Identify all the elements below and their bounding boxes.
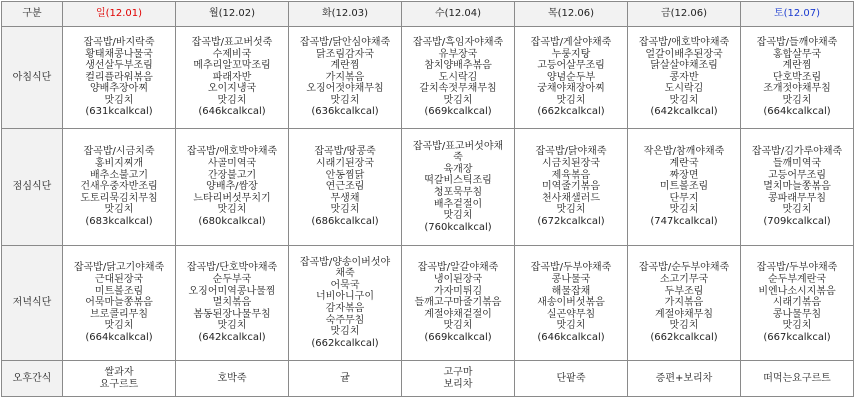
menu-item: (646kcalkcal) (198, 106, 266, 118)
menu-item: 보리차 (443, 378, 473, 390)
menu-item: 콩나물무침 (772, 308, 822, 320)
menu-item: 맛김치 (217, 204, 247, 216)
menu-item: 맛김치 (104, 320, 134, 332)
menu-item: 계란국 (669, 158, 699, 170)
menu-item: (667kcalkcal) (763, 331, 831, 343)
menu-item: 맛김치 (782, 204, 812, 216)
menu-cell (63, 246, 176, 361)
menu-item: 시금치된장국 (542, 158, 600, 170)
menu-item: (760kcalkcal) (424, 221, 492, 233)
menu-cell (176, 129, 289, 246)
menu-item: 어묵국 (330, 279, 360, 291)
menu-item: 맛김치 (104, 204, 134, 216)
menu-item: 맛김치 (669, 94, 699, 106)
menu-item: 오징어젓야채무침 (306, 83, 384, 95)
menu-item: 잡곡밥/닭야채죽 (535, 146, 607, 158)
corner-header: 구분 (2, 2, 63, 27)
day-header-sun: 일(12.01) (63, 2, 176, 27)
menu-item: 무생채 (330, 192, 360, 204)
menu-item: 얼갈이배추된장국 (645, 48, 723, 60)
menu-cell (628, 361, 741, 397)
menu-item: 가지볶음 (325, 71, 365, 83)
menu-item: 황태채콩나물국 (85, 48, 153, 60)
menu-item: 해물잡채 (551, 285, 591, 297)
menu-item: (683kcalkcal) (85, 215, 153, 227)
menu-cell (63, 27, 176, 129)
menu-cell (741, 27, 854, 129)
menu-item: 미트볼조림 (659, 181, 709, 193)
menu-item: 소고기무국 (659, 274, 709, 286)
menu-cell (515, 27, 628, 129)
menu-cell (515, 361, 628, 397)
menu-item: 맛김치 (330, 204, 360, 216)
menu-item: 들깨고구마줄기볶음 (414, 297, 502, 309)
menu-item: 잡곡밥/두부야채죽 (756, 262, 838, 274)
meal-label-breakfast: 아침식단 (2, 27, 63, 129)
menu-item: 브로콜리무침 (90, 308, 148, 320)
menu-item: 콩나물국 (551, 274, 591, 286)
menu-item: 조개젓야채무침 (763, 83, 831, 95)
menu-item: 잡곡밥/땅콩죽 (314, 146, 376, 158)
menu-item: 짜장면 (669, 169, 699, 181)
menu-item: 새송이버섯볶음 (537, 297, 605, 309)
menu-item: 멸치볶음 (212, 297, 252, 309)
day-header-thu: 목(12.06) (515, 2, 628, 27)
menu-item: (664kcalkcal) (85, 331, 153, 343)
menu-item: 양배추장아찌 (90, 83, 148, 95)
day-header-mon: 월(12.02) (176, 2, 289, 27)
menu-item: (747kcalkcal) (650, 215, 718, 227)
menu-item: 잡곡밥/표고버섯죽 (191, 36, 273, 48)
menu-item: 참치양배추볶음 (424, 60, 492, 72)
menu-item: 수제비국 (212, 48, 252, 60)
meal-row-dinner (2, 246, 854, 361)
menu-cell (741, 361, 854, 397)
menu-item: 맛김치 (217, 320, 247, 332)
menu-item: 잡곡밥/바지락죽 (83, 36, 155, 48)
menu-item: 사골미역국 (207, 158, 257, 170)
menu-item: 생선살두부조림 (85, 60, 153, 72)
menu-item: 죽 (453, 152, 463, 164)
menu-item: 순두부계란국 (768, 274, 826, 286)
menu-item: 잡곡밥/단호박야채죽 (186, 262, 278, 274)
menu-item: 고등어무조림 (768, 169, 826, 181)
menu-item: 증편+보리차 (655, 372, 713, 384)
menu-cell (176, 246, 289, 361)
menu-item: 잡곡밥/애호박야채죽 (186, 146, 278, 158)
menu-item: 맛김치 (669, 204, 699, 216)
menu-item: (664kcalkcal) (763, 106, 831, 118)
menu-item: 호박죽 (217, 372, 247, 384)
menu-item: 도토리묵김치무침 (80, 192, 158, 204)
menu-cell (289, 246, 402, 361)
menu-item: 메추리알꼬막조림 (193, 60, 271, 72)
menu-item: 고등어살무조림 (537, 60, 605, 72)
menu-item: 두부조림 (664, 285, 704, 297)
meal-label-dinner: 저녁식단 (2, 246, 63, 361)
menu-item: 궁채야채장아찌 (537, 83, 605, 95)
menu-cell (63, 129, 176, 246)
menu-item: 잡곡밥/닭고기야채죽 (73, 262, 165, 274)
menu-item: 잡곡밥/게살야채죽 (530, 36, 612, 48)
menu-item: 쌀과자 (104, 366, 134, 378)
menu-item: (669kcalkcal) (424, 331, 492, 343)
menu-item: 가지볶음 (664, 297, 704, 309)
menu-item: 가자미튀김 (433, 285, 483, 297)
menu-item: 파래자반 (212, 71, 252, 83)
menu-item: 계란찜 (330, 60, 360, 72)
menu-item: 들깨미역국 (772, 158, 822, 170)
menu-cell (628, 129, 741, 246)
menu-item: 잡곡밥/김가루야채죽 (751, 146, 843, 158)
menu-item: 단팥죽 (556, 372, 586, 384)
menu-item: (686kcalkcal) (311, 215, 379, 227)
menu-item: 청포묵무침 (433, 187, 483, 198)
menu-item: 배추소불고기 (90, 169, 148, 181)
menu-item: 작은밥/참깨야채죽 (643, 146, 725, 158)
meal-row-snack (2, 361, 854, 397)
menu-cell (63, 361, 176, 397)
menu-cell (402, 129, 515, 246)
menu-item: 맛김치 (443, 320, 473, 332)
menu-item: 봄동된장나물무침 (193, 308, 271, 320)
menu-item: 유부장국 (438, 48, 478, 60)
day-header-sat: 토(12.07) (741, 2, 854, 27)
menu-item: 잡곡밥/닭안심야채죽 (299, 36, 391, 48)
menu-item: 채죽 (335, 268, 355, 280)
menu-item: 연근조림 (325, 181, 365, 193)
menu-item: 컬리플라워볶음 (85, 71, 153, 83)
menu-item: 양념순두부 (546, 71, 596, 83)
menu-item: 순두부국 (212, 274, 252, 286)
menu-item: (662kcalkcal) (537, 106, 605, 118)
menu-item: 콩자반 (669, 71, 699, 83)
menu-cell (289, 129, 402, 246)
menu-item: 간장불고기 (207, 169, 257, 181)
menu-item: (642kcalkcal) (198, 331, 266, 343)
menu-item: (636kcalkcal) (311, 106, 379, 118)
menu-item: (662kcalkcal) (311, 337, 379, 349)
day-header-fri: 금(12.06) (628, 2, 741, 27)
menu-item: 잡곡밥/시금치죽 (83, 146, 155, 158)
meal-menu-table (1, 1, 854, 397)
menu-item: 안동찜닭 (325, 169, 365, 181)
meal-row-lunch (2, 129, 854, 246)
menu-item: 양배추/쌈장 (206, 181, 258, 193)
menu-item: 잡곡밥/두부야채죽 (530, 262, 612, 274)
menu-cell (741, 246, 854, 361)
menu-item: 미역줄기볶음 (542, 181, 600, 193)
menu-item: 단호박조림 (772, 71, 822, 83)
menu-cell (176, 361, 289, 397)
menu-item: 맛김치 (782, 320, 812, 332)
menu-cell (176, 27, 289, 129)
menu-item: 육개장 (443, 163, 473, 175)
menu-item: 맛김치 (556, 204, 586, 216)
menu-item: 홍합살무국 (772, 48, 822, 60)
menu-item: 실곤약무침 (546, 308, 596, 320)
menu-item: 냉이된장국 (433, 274, 483, 286)
menu-item: 느타리버섯무치기 (193, 192, 271, 204)
menu-item: (669kcalkcal) (424, 106, 492, 118)
menu-item: (642kcalkcal) (650, 106, 718, 118)
menu-item: 홍비지찌개 (94, 158, 144, 170)
menu-item: 어묵마늘쫑볶음 (85, 297, 153, 309)
menu-item: (709kcalkcal) (763, 215, 831, 227)
menu-item: 건새우중자반조림 (80, 181, 158, 193)
menu-item: 멸치마늘쫑볶음 (763, 181, 831, 193)
menu-item: 시래기볶음 (772, 297, 822, 309)
menu-item: (662kcalkcal) (650, 331, 718, 343)
menu-item: 닭살살야채조림 (650, 60, 718, 72)
menu-item: 잡곡밥/순두부야채죽 (638, 262, 730, 274)
menu-cell (402, 27, 515, 129)
menu-item: 제육볶음 (551, 169, 591, 181)
menu-item: 잡곡밥/애호박야채죽 (638, 36, 730, 48)
menu-cell (628, 27, 741, 129)
meal-label-snack: 오후간식 (2, 361, 63, 397)
menu-cell (402, 361, 515, 397)
menu-item: 누룽지탕 (551, 48, 591, 60)
day-header-wed: 수(12.04) (402, 2, 515, 27)
menu-item: 비엔나소시지볶음 (758, 285, 836, 297)
menu-item: 도시락김 (438, 71, 478, 83)
header-row (2, 2, 854, 27)
menu-item: 떡갈비스틱조림 (424, 175, 492, 187)
menu-item: 잡곡밥/흑임자야채죽 (412, 36, 504, 48)
menu-item: (631kcalkcal) (85, 106, 153, 118)
menu-item: 맛김치 (104, 94, 134, 106)
menu-cell (515, 129, 628, 246)
menu-item: 숙주무침 (325, 314, 365, 326)
menu-item: 잡곡밥/알갈야채죽 (417, 262, 499, 274)
menu-item: 맛김치 (556, 320, 586, 332)
menu-item: 고구마 (443, 366, 473, 378)
menu-item: 미트볼조림 (94, 285, 144, 297)
menu-item: 계란찜 (782, 60, 812, 72)
menu-cell (515, 246, 628, 361)
menu-item: 근대된장국 (94, 274, 144, 286)
menu-item: 계절야채겉절이 (424, 308, 492, 320)
menu-item: 갈치속젓무채무침 (419, 83, 497, 95)
menu-item: 맛김치 (443, 210, 473, 222)
menu-item: 닭조림감자국 (316, 48, 374, 60)
meal-row-breakfast (2, 27, 854, 129)
menu-item: 계절야채무침 (655, 308, 713, 320)
day-header-tue: 화(12.03) (289, 2, 402, 27)
menu-item: 요구르트 (99, 378, 139, 390)
menu-item: (672kcalkcal) (537, 215, 605, 227)
menu-item: 감자볶음 (325, 303, 365, 314)
menu-cell (289, 361, 402, 397)
menu-item: 시래기된장국 (316, 158, 374, 170)
menu-item: 단무지 (669, 192, 699, 204)
menu-item: 맛김치 (443, 94, 473, 106)
menu-cell (741, 129, 854, 246)
menu-item: 맛김치 (330, 94, 360, 106)
menu-item: 맛김치 (782, 94, 812, 106)
menu-item: 콩파래무무침 (768, 192, 826, 204)
menu-item: 너비아니구이 (316, 291, 374, 303)
menu-cell (289, 27, 402, 129)
menu-item: (646kcalkcal) (537, 331, 605, 343)
menu-item: (680kcalkcal) (198, 215, 266, 227)
menu-item: 떠먹는요구르트 (763, 372, 831, 384)
menu-item: 맛김치 (669, 320, 699, 332)
menu-item: 맛김치 (556, 94, 586, 106)
menu-item: 오이지냉국 (207, 83, 257, 95)
menu-item: 귤 (340, 372, 350, 384)
menu-cell (628, 246, 741, 361)
menu-item: 배추겉절이 (433, 198, 483, 210)
menu-item: 잡곡밥/들깨야채죽 (756, 36, 838, 48)
menu-item: 도시락김 (664, 83, 704, 95)
menu-item: 잡곡밥/양송이버섯야 (299, 256, 391, 268)
menu-cell (402, 246, 515, 361)
menu-item: 천사채샐러드 (542, 192, 600, 204)
menu-item: 맛김치 (217, 94, 247, 106)
menu-item: 오징어미역콩나물찜 (188, 285, 276, 297)
meal-label-lunch: 점심식단 (2, 129, 63, 246)
menu-item: 맛김치 (330, 326, 360, 338)
menu-item: 잡곡밥/표고버섯야채 (412, 140, 504, 152)
